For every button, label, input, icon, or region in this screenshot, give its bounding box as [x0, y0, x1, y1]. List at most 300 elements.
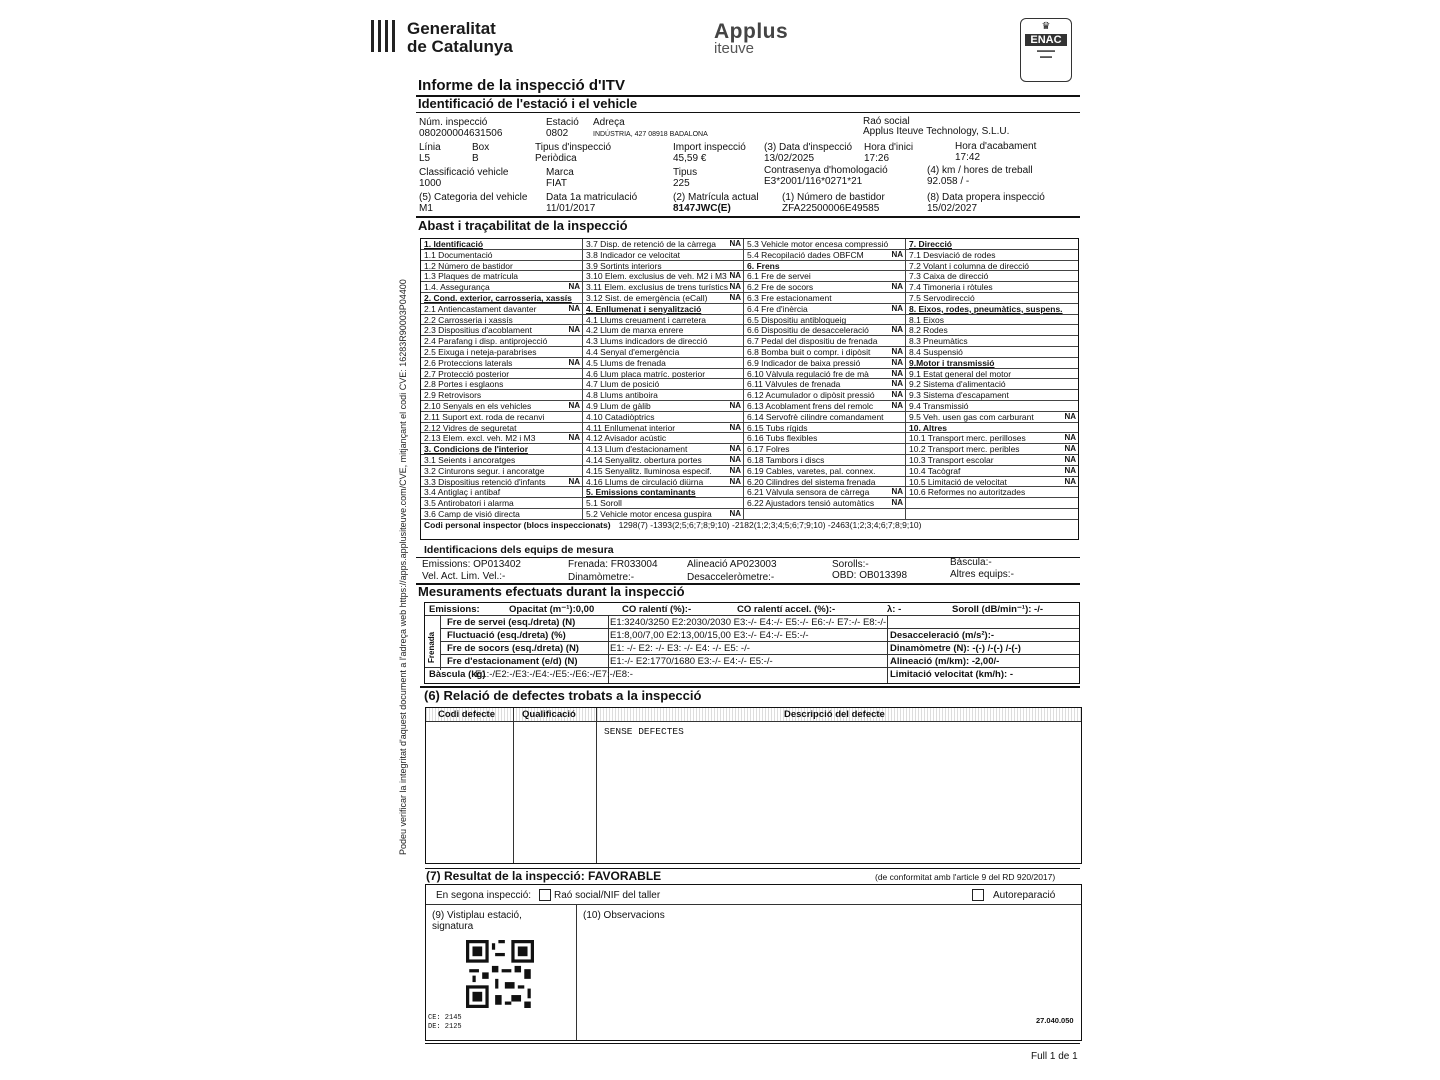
page-title: Informe de la inspecció d'ITV	[418, 77, 625, 94]
scope-item-label: 6.19 Cables, varetes, pal. connex.	[747, 465, 876, 476]
scope-item-label: 3.6 Camp de visió directa	[424, 509, 520, 519]
scope-item-label: 6.7 Pedal del dispositiu de frenada	[747, 336, 878, 347]
scope-item-na: NA	[891, 249, 903, 259]
scope-item-na: NA	[1064, 465, 1076, 475]
scope-item-label: 3.4 Antiglaç i antibaf	[424, 487, 501, 498]
scope-item-na: NA	[729, 239, 741, 248]
scope-item	[583, 412, 743, 423]
scope-item-label: 6.16 Tubs flexibles	[747, 433, 818, 444]
autoreparacio-checkbox[interactable]	[972, 889, 984, 901]
scope-item-label: 6.13 Acoblament frens del remolc	[747, 401, 874, 411]
scope-item-label: 3.3 Dispositius retenció d'infants	[424, 476, 546, 487]
scope-item-label: 9.2 Sistema d'alimentació	[909, 379, 1006, 390]
scope-item	[421, 250, 582, 261]
scope-item-na: NA	[891, 282, 903, 292]
meas-socors-value: E1: -/- E2: -/- E3: -/- E4: -/- E5: -/-	[610, 643, 750, 654]
marca-label: Marca	[546, 167, 574, 178]
defects-header-desc: Descripció del defecte	[784, 709, 885, 720]
scope-item-label: 1.4. Assegurança	[424, 282, 490, 293]
meas-fluct-value: E1:8,00/7,00 E2:13,00/15,00 E3:-/- E4:-/- E5:-/-	[610, 630, 809, 641]
scope-item-label: 5.4 Recopilació dades OBFCM	[747, 249, 864, 260]
scope-item-label: 6.4 Fre d'inèrcia	[747, 303, 808, 314]
scope-item	[421, 304, 582, 315]
equip-frenada: Frenada: FR033004	[568, 559, 658, 570]
scope-item	[583, 271, 743, 282]
scope-item-label: 3.8 Indicador ce velocitat	[586, 249, 681, 260]
meas-opacitat: Opacitat (m⁻¹):0,00	[509, 604, 595, 615]
contras-label: Contrasenya d'homologació	[764, 165, 888, 176]
meas-fre-servei-value: E1:3240/3250 E2:2030/2030 E3:-/- E4:-/- E5:-/- E6:-/- E7:-/- E8:-/-	[610, 617, 887, 628]
scope-table	[420, 238, 1079, 540]
scope-item-label: 1.2 Número de bastidor	[424, 260, 513, 271]
scope-item-label: 7.1 Desviació de rodes	[909, 249, 996, 260]
scope-item	[744, 401, 905, 412]
scope-item	[583, 336, 743, 347]
scope-item-label: 6.2 Fre de socors	[747, 282, 814, 293]
scope-item	[583, 282, 743, 293]
scope-item-label: 2.9 Retrovisors	[424, 390, 482, 401]
scope-item-na: NA	[568, 303, 580, 313]
scope-item	[421, 358, 582, 369]
contras-value: E3*2001/116*0271*21	[764, 176, 863, 187]
hacab-value: 17:42	[955, 152, 981, 163]
scope-item-label: 8.3 Pneumàtics	[909, 336, 968, 347]
scope-item	[421, 498, 582, 509]
ce-code: CE: 2145	[428, 1014, 462, 1022]
scope-item-label: 3.7 Disp. de retenció de la càrrega	[586, 239, 716, 249]
data-label: (3) Data d'inspecció	[764, 142, 853, 153]
section-measurements: Mesuraments efectuats durant la inspecció	[418, 584, 685, 599]
scope-item	[906, 412, 1078, 423]
classif-value: 1000	[419, 178, 442, 189]
tipus-value: Periòdica	[535, 153, 577, 164]
section-defects: (6) Relació de defectes trobats a la inspecció	[424, 688, 702, 703]
box-value: B	[472, 153, 479, 164]
scope-item-label: 3.2 Cinturons segur. i ancoratge	[424, 465, 545, 476]
scope-item	[744, 369, 905, 380]
scope-item-na: NA	[568, 282, 580, 292]
cat-value: M1	[419, 203, 433, 214]
scope-item	[583, 466, 743, 477]
scope-item-label: 9.4 Transmissió	[909, 401, 969, 411]
scope-item-na: NA	[1064, 476, 1076, 486]
scope-item-label: 9.Motor i transmissió	[909, 357, 995, 368]
scope-item-label: 9.1 Estat general del motor	[909, 368, 1012, 379]
meas-limit: Limitació velocitat (km/h): -	[890, 669, 1013, 680]
scope-item-label: 10.1 Transport merc. perilloses	[909, 433, 1026, 444]
scope-item	[744, 261, 905, 272]
scope-item-label: 4.1 Llums creuament i carretera	[586, 314, 706, 325]
scope-item-label: 10.6 Reformes no autoritzades	[909, 487, 1026, 498]
import-value: 45,59 €	[673, 153, 707, 164]
crown-icon: ♛	[1041, 21, 1051, 32]
scope-item	[421, 239, 582, 250]
scope-item	[906, 401, 1078, 412]
scope-item-label: 10.3 Transport escolar	[909, 455, 994, 465]
scope-item-label: 4. Enllumenat i senyalització	[586, 303, 702, 314]
scope-item-label: 2.4 Parafang i disp. antiprojecció	[424, 336, 548, 347]
scope-item-label: 4.9 Llum de gàlib	[586, 401, 651, 411]
meas-bascula-value: E1:-/E2:-/E3:-/E4:-/E5:-/E6:-/E7:-/E8:-	[475, 669, 633, 680]
scope-item-label: 4.11 Enllumenat interior	[586, 422, 676, 433]
classif-label: Classificació vehicle	[419, 167, 509, 178]
scope-item-label: 2.11 Suport ext. roda de recanvi	[424, 411, 545, 422]
scope-item	[906, 293, 1078, 304]
scope-item-label: 5. Emissions contaminants	[586, 487, 696, 498]
scope-item	[583, 358, 743, 369]
scope-item	[583, 315, 743, 326]
scope-item-label: 4.8 Llums antiboira	[586, 390, 658, 401]
meas-frenada-label: Frenada	[427, 631, 436, 663]
meas-estac-label: Fre d'estacionament (e/d) (N)	[447, 656, 578, 667]
scope-item	[906, 466, 1078, 477]
scope-item	[744, 304, 905, 315]
scope-item-label: 5.1 Soroll	[586, 498, 622, 509]
scope-item-label: 7.2 Volant i columna de direcció	[909, 260, 1030, 271]
matr-label: (2) Matrícula actual	[673, 192, 759, 203]
meas-fre-servei-label: Fre de servei (esq./dreta) (N)	[447, 617, 576, 628]
linia-label: Línia	[419, 142, 441, 153]
scope-item	[583, 261, 743, 272]
scope-item	[421, 282, 582, 293]
scope-item	[583, 477, 743, 488]
scope-item	[906, 487, 1078, 498]
scope-item-label: 6.6 Dispositiu de desacceleració	[747, 325, 869, 336]
scope-item-label: 4.3 Llums indicadors de direcció	[586, 336, 708, 347]
scope-item-na: NA	[891, 487, 903, 497]
scope-item-na: NA	[729, 465, 741, 475]
adreca-label: Adreça	[593, 117, 625, 128]
scope-item-label: 6.12 Acumulador o dipòsit pressió	[747, 390, 875, 401]
scope-item-label: 7. Direcció	[909, 239, 952, 249]
scope-item-na: NA	[568, 325, 580, 335]
scope-item	[583, 379, 743, 390]
scope-item	[744, 271, 905, 282]
defects-header-codi: Codi defecte	[438, 709, 496, 720]
equip-altres: Altres equips:-	[950, 569, 1014, 580]
meas-estac-value: E1:-/- E2:1770/1680 E3:-/- E4:-/- E5:-/-	[610, 656, 773, 667]
data1-label: Data 1a matriculació	[546, 192, 638, 203]
scope-item-label: 10.2 Transport merc. peribles	[909, 444, 1020, 455]
scope-item	[744, 498, 905, 509]
scope-item-label: 2.7 Protecció posterior	[424, 368, 510, 379]
scope-item-na: NA	[568, 433, 580, 443]
scope-item-label: 4.10 Catadiòptrics	[586, 411, 655, 422]
scope-item-label: 6.18 Tambors i discs	[747, 455, 825, 465]
scope-item-na: NA	[891, 325, 903, 335]
scope-item-na: NA	[891, 357, 903, 367]
scope-item	[583, 304, 743, 315]
scope-item	[906, 304, 1078, 315]
scope-item-label: 2.5 Eixuga i neteja-parabrises	[424, 347, 537, 357]
scope-item-na: NA	[891, 368, 903, 378]
rao-taller-label: Raó social/NIF del taller	[554, 890, 661, 901]
scope-item	[744, 466, 905, 477]
bastidor-label: (1) Número de bastidor	[782, 192, 885, 203]
scope-item	[744, 347, 905, 358]
scope-item	[421, 315, 582, 326]
scope-item	[906, 261, 1078, 272]
scope-item-label: 4.6 Llum placa matríc. posterior	[586, 368, 706, 379]
enac-name: ENAC	[1025, 34, 1067, 46]
scope-item-label: 5.3 Vehicle motor encesa compressió	[747, 239, 889, 249]
result-note: (de conformitat amb l'article 9 del RD 920/2017)	[875, 872, 1056, 882]
scope-item-label: 4.5 Llums de frenada	[586, 357, 666, 368]
scope-item	[421, 336, 582, 347]
scope-item	[421, 433, 582, 444]
equip-dinamometre: Dinamòmetre:-	[568, 572, 635, 583]
adreca-value: INDÚSTRIA, 427 08918 BADALONA	[593, 131, 708, 138]
data1-value: 11/01/2017	[546, 203, 596, 214]
scope-item-label: 6.15 Tubs rígids	[747, 422, 808, 433]
scope-item	[421, 423, 582, 434]
scope-item	[421, 466, 582, 477]
scope-item-label: 2.2 Carrosseria i xassís	[424, 314, 513, 325]
scope-item-na: NA	[891, 303, 903, 313]
scope-item	[744, 433, 905, 444]
senyera-icon	[369, 18, 399, 54]
scope-item-label: 4.13 Llum d'estacionament	[586, 444, 688, 455]
scope-item	[421, 455, 582, 466]
de-code: DE: 2125	[428, 1023, 462, 1031]
scope-item	[744, 379, 905, 390]
tipus2-value: 225	[673, 178, 690, 189]
scope-item	[421, 487, 582, 498]
scope-item-label: 2.3 Dispositius d'acoblament	[424, 325, 532, 336]
scope-item-label: 6.14 Servofrè cilindre comandament	[747, 411, 884, 422]
equip-emissions: Emissions: OP013402	[422, 559, 521, 570]
result-title: (7) Resultat de la inspecció: FAVORABLE	[426, 869, 662, 883]
meas-socors-label: Fre de socors (esq./dreta) (N)	[447, 643, 579, 654]
section-identification: Identificació de l'estació i el vehicle	[418, 96, 638, 111]
scope-item	[744, 282, 905, 293]
scope-item	[744, 239, 905, 250]
scope-item	[583, 444, 743, 455]
scope-item-label: 1.1 Documentació	[424, 249, 493, 260]
scope-item-label: 6.11 Vàlvules de frenada	[747, 379, 841, 390]
scope-item	[906, 390, 1078, 401]
scope-item	[906, 369, 1078, 380]
scope-item-label: 4.4 Senyal d'emergència	[586, 347, 680, 357]
scope-item-label: 9.5 Veh. usen gas com carburant	[909, 411, 1034, 422]
meas-emissions: Emissions:	[429, 604, 480, 615]
scope-item	[744, 315, 905, 326]
scope-item	[421, 293, 582, 304]
scope-item-label: 6.10 Vàlvula regulació fre de mà	[747, 368, 869, 379]
scope-item-na: NA	[891, 401, 903, 410]
scope-item-label: 8.4 Suspensió	[909, 347, 963, 357]
scope-item	[583, 401, 743, 412]
tipus2-label: Tipus	[673, 167, 698, 178]
scope-item-na: NA	[729, 455, 741, 464]
scope-item-label: 6.20 Cilindres del sistema frenada	[747, 476, 876, 487]
scope-item-label: 9.3 Sistema d'escapament	[909, 390, 1009, 401]
scope-item	[583, 390, 743, 401]
scope-item	[583, 369, 743, 380]
scope-item-label: 4.15 Senyalitz. lluminosa especif.	[586, 465, 712, 476]
scope-item-na: NA	[1064, 411, 1076, 421]
scope-item-label: 4.12 Avisador acústic	[586, 433, 667, 444]
scope-item-label: 3.1 Seients i ancoratges	[424, 455, 516, 465]
scope-item-na: NA	[1064, 433, 1076, 443]
scope-item-label: 2.1 Antiencastament davanter	[424, 303, 537, 314]
scope-item	[583, 455, 743, 466]
scope-item-label: 6.17 Folres	[747, 444, 790, 455]
defects-text: SENSE DEFECTES	[604, 726, 684, 737]
page-footer: Full 1 de 1	[1031, 1051, 1078, 1062]
scope-item	[421, 369, 582, 380]
scope-item	[906, 250, 1078, 261]
segona-label: En segona inspecció:	[436, 890, 532, 901]
scope-item-label: 6.5 Dispositiu antibloqueig	[747, 314, 847, 325]
scope-item	[744, 444, 905, 455]
equip-obd: OBD: OB013398	[832, 570, 908, 581]
vistiplau-label: (9) Vistiplau estació, signatura	[432, 910, 522, 932]
tipus-label: Tipus d'inspecció	[535, 142, 612, 153]
rao-checkbox[interactable]	[539, 889, 551, 901]
scope-item	[421, 379, 582, 390]
scope-item-label: 1.3 Plaques de matrícula	[424, 271, 519, 282]
scope-item	[421, 325, 582, 336]
scope-item-label: 6.21 Vàlvula sensora de càrrega	[747, 487, 870, 498]
equip-alineacio: Alineació AP023003	[687, 559, 777, 570]
bastidor-value: ZFA22500006E49585	[782, 203, 880, 214]
meas-dinam: Dinamòmetre (N): -(-) /-(-) /-(-)	[890, 643, 1021, 654]
scope-item-label: 3.10 Elem. exclusius de veh. M2 i M3	[586, 271, 727, 282]
meas-co-ralenti: CO ralentí (%):-	[622, 604, 692, 615]
scope-item-label: 6.3 Fre estacionament	[747, 293, 832, 303]
scope-item	[906, 347, 1078, 358]
scope-item	[906, 358, 1078, 369]
scope-item	[583, 239, 743, 250]
scope-item	[583, 250, 743, 261]
qr-code-icon	[466, 940, 534, 1008]
scope-item	[421, 401, 582, 412]
scope-item	[744, 390, 905, 401]
scope-item	[583, 423, 743, 434]
scope-item	[906, 444, 1078, 455]
scope-item-label: 2.12 Vidres de seguretat	[424, 422, 517, 433]
km-label: (4) km / hores de treball	[927, 165, 1033, 176]
scope-item	[906, 455, 1078, 466]
scope-item	[906, 315, 1078, 326]
equip-vel: Vel. Act. Lim. Vel.:-	[422, 571, 506, 582]
scope-item	[421, 444, 582, 455]
doc-code: 27.040.050	[1036, 1016, 1074, 1025]
scope-item	[583, 293, 743, 304]
scope-item-label: 3.9 Sortints interiors	[586, 260, 662, 271]
scope-item	[583, 509, 743, 520]
scope-item-na: NA	[1064, 455, 1076, 464]
scope-item-label: 6. Frens	[747, 260, 780, 271]
section-scope: Abast i traçabilitat de la inspecció	[418, 218, 628, 233]
scope-item-label: 6.22 Ajustadors tensió automàtics	[747, 498, 875, 509]
import-label: Import inspecció	[673, 142, 746, 153]
scope-item-label: 3.11 Elem. exclusius de trens turístics	[586, 282, 729, 293]
scope-item	[583, 325, 743, 336]
defects-header-qual: Qualificació	[522, 709, 576, 720]
scope-item-na: NA	[568, 476, 580, 486]
scope-item	[421, 347, 582, 358]
scope-item-na: NA	[729, 509, 741, 518]
matr-value: 8147JWC(E)	[673, 203, 731, 214]
scope-item-na: NA	[891, 379, 903, 389]
scope-item-na: NA	[729, 282, 741, 292]
scope-item-na: NA	[891, 498, 903, 508]
scope-item	[421, 261, 582, 272]
hinici-value: 17:26	[864, 153, 890, 164]
scope-item-label: 2. Cond. exterior, carrosseria, xassís	[424, 293, 572, 303]
scope-item-label: 4.14 Senyalitz. obertura portes	[586, 455, 702, 465]
scope-item	[906, 433, 1078, 444]
scope-item-na: NA	[729, 271, 741, 281]
meas-bascula-label: Bàscula (kg)	[429, 669, 486, 680]
scope-item-label: 10.5 Limitació de velocitat	[909, 476, 1007, 487]
rao-value: Applus Iteuve Technology, S.L.U.	[863, 126, 1010, 137]
scope-item-label: 2.8 Portes i esglaons	[424, 379, 504, 390]
scope-item-na: NA	[891, 390, 903, 400]
meas-alin: Alineació (m/km): -2,00/-	[890, 656, 1000, 667]
scope-item	[906, 239, 1078, 250]
scope-item	[421, 477, 582, 488]
scope-item-label: 3. Condicions de l'interior	[424, 444, 529, 455]
applus-logo	[714, 20, 788, 57]
scope-item	[744, 293, 905, 304]
scope-item	[583, 498, 743, 509]
scope-item	[421, 390, 582, 401]
scope-item-label: 8. Eixos, rodes, pneumàtics, suspens.	[909, 303, 1063, 314]
data-value: 13/02/2025	[764, 153, 815, 164]
scope-item	[906, 271, 1078, 282]
scope-item	[421, 412, 582, 423]
scope-item	[744, 455, 905, 466]
scope-item-label: 5.2 Vehicle motor encesa guspira	[586, 509, 712, 519]
measurements-table	[424, 602, 1080, 684]
scope-item-na: NA	[568, 357, 580, 367]
scope-item-label: 4.7 Llum de posició	[586, 379, 660, 390]
scope-item	[906, 509, 1078, 520]
scope-item-label: 8.1 Eixos	[909, 314, 944, 325]
logo-line-2: de Catalunya	[407, 37, 513, 56]
linia-value: L5	[419, 153, 431, 164]
rao-label: Raó social	[863, 116, 910, 127]
enac-seal: ♛ ENAC ▬▬▬ ▬▬	[1020, 18, 1072, 82]
scope-item-label: 7.3 Caixa de direcció	[909, 271, 989, 282]
generalitat-logo	[369, 18, 529, 58]
scope-item	[906, 379, 1078, 390]
scope-item-label: 6.9 Indicador de baixa pressió	[747, 357, 861, 368]
scope-item	[744, 336, 905, 347]
inspector-value: 1298(7) -1393(2;5;6;7;8;9;10) -2182(1;2;3;4;5;6;7;9;10) -2463(1;2;3;4;6;7;8;9;10)	[618, 519, 922, 530]
meas-fluct-label: Fluctuació (esq./dreta) (%)	[447, 630, 566, 641]
scope-item	[583, 433, 743, 444]
scope-item-label: 8.2 Rodes	[909, 325, 948, 336]
estacio-label: Estació	[546, 117, 579, 128]
scope-item	[744, 325, 905, 336]
box-label: Box	[472, 142, 490, 153]
autoreparacio-label: Autoreparació	[993, 890, 1056, 901]
scope-item-label: 10.4 Tacògraf	[909, 465, 961, 476]
defects-table	[425, 707, 1082, 864]
scope-item	[421, 509, 582, 520]
hinici-label: Hora d'inici	[864, 142, 914, 153]
scope-item	[744, 487, 905, 498]
scope-item-label: 2.13 Elem. excl. veh. M2 i M3	[424, 433, 536, 444]
hacab-label: Hora d'acabament	[955, 141, 1037, 152]
scope-item-label: 6.1 Fre de servei	[747, 271, 811, 282]
equip-sorolls: Sorolls:-	[832, 559, 869, 570]
scope-item-na: NA	[729, 422, 741, 432]
